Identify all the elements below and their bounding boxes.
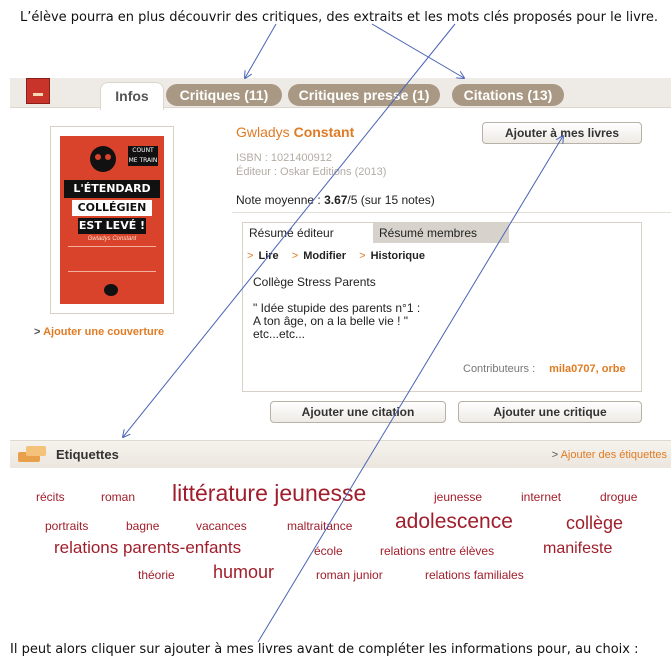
publisher-logo-icon: [104, 284, 118, 296]
add-tags-link[interactable]: [552, 449, 667, 461]
summary-tabs: [243, 223, 641, 243]
contributors-names[interactable]: mila0707, orbe: [549, 363, 626, 375]
book-cover[interactable]: [60, 136, 164, 304]
tag-item[interactable]: relations parents-enfants: [54, 538, 242, 557]
tag-item[interactable]: collège: [566, 513, 624, 533]
chevron-right-icon: >: [34, 326, 44, 338]
divider: [232, 212, 671, 213]
add-cover-link[interactable]: [34, 326, 164, 338]
tab-infos[interactable]: Infos: [100, 82, 164, 110]
tag-item[interactable]: théorie: [138, 568, 175, 582]
summary-panel: [242, 222, 642, 392]
caption-top: L’élève pourra en plus découvrir des critiques, des extraits et les mots clés proposés pour le livre.: [20, 10, 658, 25]
tab-member-summary[interactable]: Résumé membres: [373, 223, 509, 243]
add-quote-button[interactable]: Ajouter une citation: [270, 401, 446, 423]
book-page: [10, 70, 671, 600]
tag-item[interactable]: école: [314, 544, 343, 558]
read-link[interactable]: > Lire: [247, 250, 279, 262]
cover-badge: COUNT ME TRAIN: [128, 147, 158, 164]
cover-author: Gwladys Constant: [87, 236, 137, 242]
summary-title: Collège Stress Parents: [253, 275, 376, 289]
summary-line: A ton âge, on a la belle vie ! ": [253, 314, 409, 328]
rating-label: Note moyenne :: [236, 193, 321, 207]
summary-actions: [247, 250, 435, 262]
tab-publisher-summary[interactable]: Résumé éditeur: [243, 223, 373, 243]
history-link[interactable]: > Historique: [359, 250, 425, 262]
tag-item[interactable]: manifeste: [543, 540, 613, 557]
author-first-name: Gwladys: [236, 124, 290, 140]
site-logo-icon[interactable]: [26, 78, 50, 104]
cover-title-line1: L'ÉTENDARD: [64, 180, 160, 198]
summary-line: etc...etc...: [253, 327, 306, 341]
tag-item[interactable]: jeunesse: [434, 490, 483, 504]
edit-link[interactable]: > Modifier: [291, 250, 347, 262]
tag-item[interactable]: internet: [521, 490, 562, 504]
tag-item[interactable]: bagne: [126, 519, 160, 533]
add-cover-label: Ajouter une couverture: [43, 326, 165, 338]
skull-icon: [90, 146, 116, 172]
rating-value: 3.67: [324, 193, 348, 207]
tag-item[interactable]: récits: [36, 490, 65, 504]
tab-citations[interactable]: Citations (13): [452, 84, 564, 106]
cover-title-line2: COLLÉGIEN: [72, 200, 152, 216]
book-editor: Éditeur : Oskar Editions (2013): [236, 166, 387, 178]
tab-critiques[interactable]: Critiques (11): [166, 84, 282, 106]
tag-item[interactable]: humour: [213, 562, 275, 582]
tag-item[interactable]: vacances: [196, 519, 247, 533]
tag-item[interactable]: roman junior: [316, 568, 383, 582]
tag-item[interactable]: adolescence: [395, 510, 513, 533]
tags-title: Etiquettes: [56, 447, 119, 462]
average-rating: [236, 193, 435, 207]
book-isbn: ISBN : 1021400912: [236, 152, 333, 164]
tag-item[interactable]: roman: [101, 490, 136, 504]
add-to-my-books-button[interactable]: Ajouter à mes livres: [482, 122, 642, 144]
tag-item[interactable]: relations entre élèves: [380, 544, 495, 558]
summary-line: " Idée stupide des parents n°1 :: [253, 301, 421, 315]
tag-item[interactable]: relations familiales: [425, 568, 524, 582]
caption-bottom: Il peut alors cliquer sur ajouter à mes livres avant de compléter les informations pour, au choix :: [10, 642, 639, 657]
chevron-right-icon: >: [551, 449, 561, 461]
tag-icon: [18, 446, 46, 464]
book-cover-frame: [50, 126, 174, 314]
add-critique-button[interactable]: Ajouter une critique: [458, 401, 642, 423]
tag-item[interactable]: drogue: [600, 490, 638, 504]
contributors-label: Contributeurs :: [463, 363, 536, 375]
contributors: [463, 363, 626, 375]
book-author[interactable]: [236, 124, 354, 140]
author-last-name: Constant: [293, 124, 355, 140]
add-tags-label: Ajouter des étiquettes: [560, 449, 667, 461]
tag-item[interactable]: maltraitance: [287, 519, 353, 533]
tags-header: [10, 440, 671, 468]
cover-title-line3: EST LEVÉ !: [78, 219, 146, 232]
cover-text-lines: [68, 246, 156, 272]
tab-critiques-presse[interactable]: Critiques presse (1): [288, 84, 440, 106]
tag-item[interactable]: littérature jeunesse: [172, 480, 367, 506]
rating-rest: /5 (sur 15 notes): [347, 193, 435, 207]
tag-item[interactable]: portraits: [45, 519, 89, 533]
